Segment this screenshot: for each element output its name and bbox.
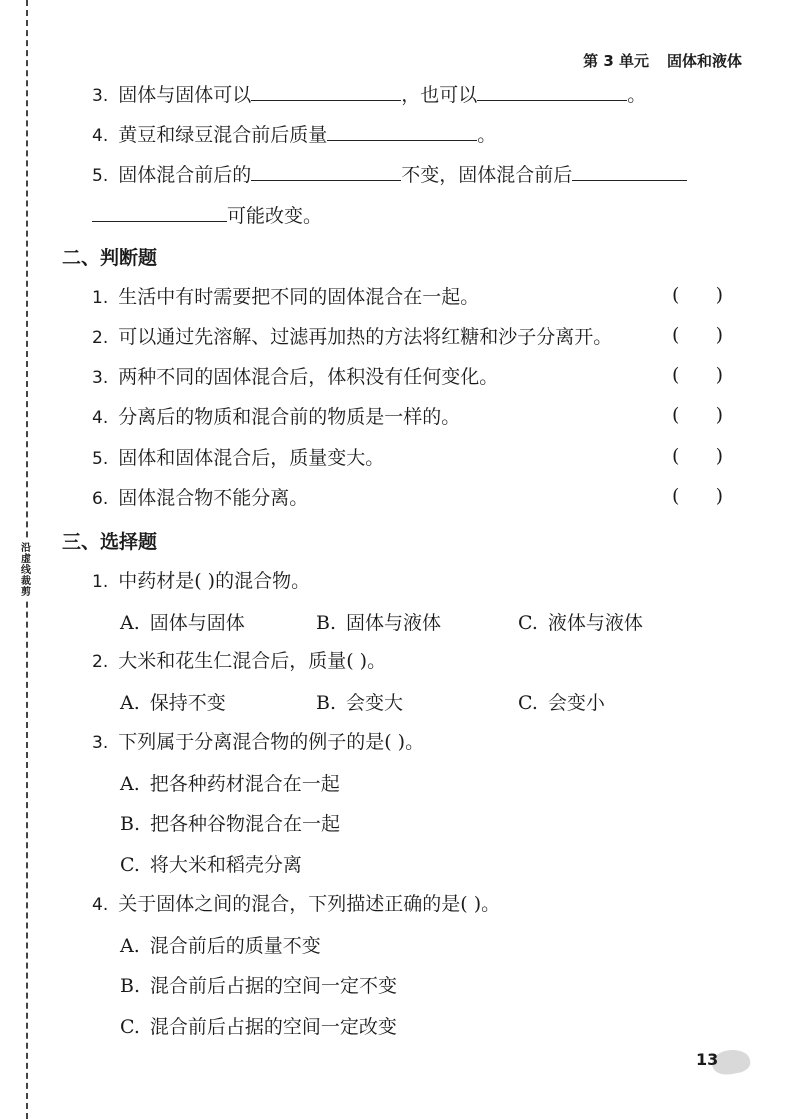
answer-blank[interactable] <box>572 160 687 181</box>
answer-blank[interactable] <box>251 80 401 101</box>
option-a[interactable]: A. 保持不变 <box>120 692 226 714</box>
judge-item: 3. 两种不同的固体混合后，体积没有任何变化。 <box>92 366 499 388</box>
fill-question-4: 4. 黄豆和绿豆混合前后质量 。 <box>92 120 496 149</box>
unit-label: 第 3 单元 <box>583 52 649 70</box>
choice-question-2: 2. 大米和花生仁混合后，质量( )。 <box>92 650 387 672</box>
answer-parens[interactable]: ( ) <box>672 485 724 507</box>
choice-question-1: 1. 中药材是( )的混合物。 <box>92 570 311 592</box>
judge-item: 2. 可以通过先溶解、过滤再加热的方法将红糖和沙子分离开。 <box>92 326 613 348</box>
fill-question-3: 3. 固体与固体可以 ，也可以 。 <box>92 80 646 109</box>
unit-title: 固体和液体 <box>666 52 742 70</box>
judge-item: 5. 固体和固体混合后，质量变大。 <box>92 447 385 469</box>
answer-blank[interactable] <box>92 201 227 222</box>
judge-item: 1. 生活中有时需要把不同的固体混合在一起。 <box>92 286 480 308</box>
option-c[interactable]: C. 混合前后占据的空间一定改变 <box>120 1016 397 1038</box>
choice-question-4: 4. 关于固体之间的混合，下列描述正确的是( )。 <box>92 893 501 915</box>
answer-parens[interactable]: ( ) <box>672 284 724 306</box>
page-header <box>583 50 742 71</box>
option-b[interactable]: B. 把各种谷物混合在一起 <box>120 813 341 835</box>
fill-question-5-cont: 可能改变。 <box>92 201 322 229</box>
answer-blank[interactable] <box>251 160 401 181</box>
option-a[interactable]: A. 混合前后的质量不变 <box>120 935 321 957</box>
answer-parens[interactable]: ( ) <box>672 324 724 346</box>
option-c[interactable]: C. 会变小 <box>518 692 605 714</box>
option-b[interactable]: B. 固体与液体 <box>316 612 442 634</box>
answer-blank[interactable] <box>477 80 627 101</box>
page-number: 13 <box>696 1050 719 1069</box>
choice-question-3: 3. 下列属于分离混合物的例子的是( )。 <box>92 731 425 753</box>
cut-label: 沿 虚 线 裁 剪 <box>16 540 36 601</box>
judge-item: 6. 固体混合物不能分离。 <box>92 487 309 509</box>
option-b[interactable]: B. 混合前后占据的空间一定不变 <box>120 975 398 997</box>
answer-parens[interactable]: ( ) <box>672 445 724 467</box>
answer-parens[interactable]: ( ) <box>672 404 724 426</box>
answer-parens[interactable]: ( ) <box>672 364 724 386</box>
option-a[interactable]: A. 把各种药材混合在一起 <box>120 773 340 795</box>
fill-question-5: 5. 固体混合前后的 不变，固体混合前后 <box>92 160 687 189</box>
option-c[interactable]: C. 液体与液体 <box>518 612 643 634</box>
option-a[interactable]: A. 固体与固体 <box>120 612 245 634</box>
judge-item: 4. 分离后的物质和混合前的物质是一样的。 <box>92 406 461 428</box>
judge-section-title: 二、判断题 <box>62 247 158 269</box>
option-b[interactable]: B. 会变大 <box>316 692 404 714</box>
answer-blank[interactable] <box>327 120 477 141</box>
option-c[interactable]: C. 将大米和稻壳分离 <box>120 854 302 876</box>
choice-section-title: 三、选择题 <box>62 531 158 553</box>
